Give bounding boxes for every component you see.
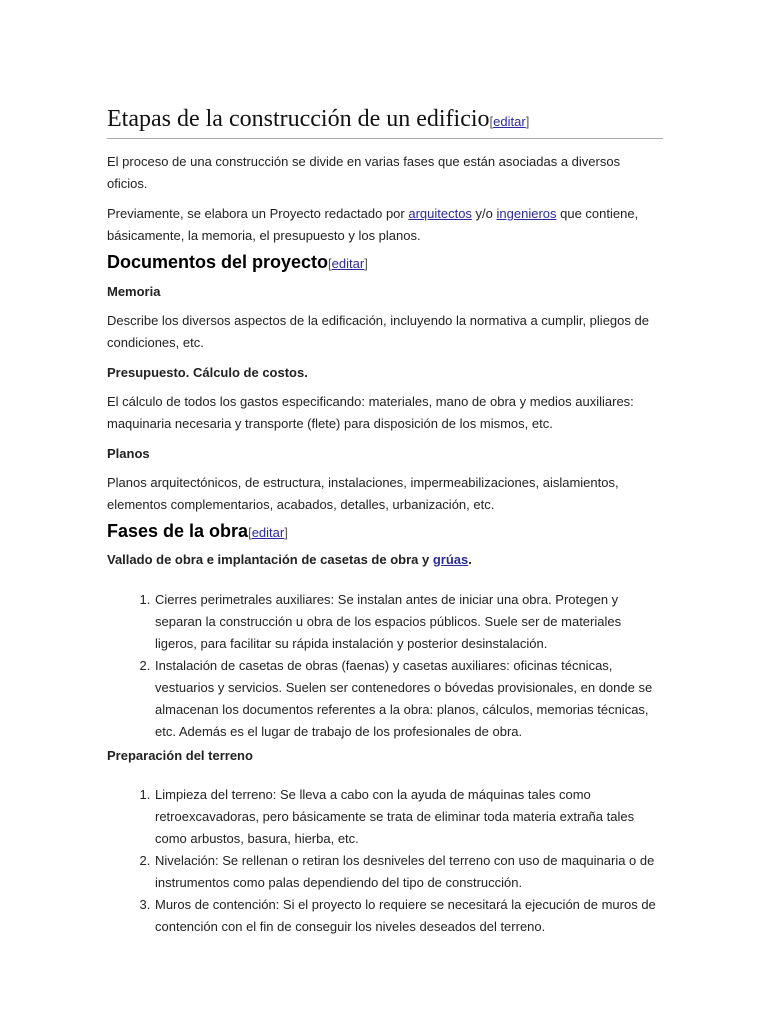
preparacion-list	[107, 784, 663, 938]
list-item: 2. Nivelación: Se rellenan o retiran los desniveles del terreno con uso de maquinaria o de instrumentos como palas dependiendo del tipo de construcción.	[154, 850, 663, 894]
subheading-presupuesto: Presupuesto. Cálculo de costos.	[107, 365, 308, 380]
vallado-title-after: .	[468, 552, 472, 567]
link-arquitectos[interactable]: arquitectos	[408, 206, 472, 221]
edit-link[interactable]: editar	[493, 114, 526, 129]
intro-paragraph-2	[107, 203, 663, 247]
planos-text: Planos arquitectónicos, de estructura, instalaciones, impermeabilizaciones, aislamientos, elementos complementarios, acabados, detalles, urbanización, etc.	[107, 475, 619, 512]
list-item: 2. Instalación de casetas de obras (faenas) y casetas auxiliares: oficinas técnicas, vestuarios y servicios. Suelen ser contenedores o bóvedas provisionales, en donde se almacenan los documentos referentes a la obra: planos, cálculos, memorias técnicas, etc. Además es el lugar de trabajo de los profesionales de obra.	[154, 655, 663, 743]
edit-section-documentos: [editar]	[328, 256, 368, 271]
edit-link[interactable]: editar	[251, 525, 285, 540]
vallado-title-before: Vallado de obra e implantación de casetas de obra y	[107, 552, 433, 567]
article-content	[107, 104, 663, 938]
subheading-preparacion: Preparación del terreno	[107, 748, 253, 763]
memoria-text: Describe los diversos aspectos de la edificación, incluyendo la normativa a cumplir, pliegos de condiciones, etc.	[107, 313, 649, 350]
page-title	[107, 104, 663, 139]
edit-section-title: [editar]	[489, 114, 530, 129]
subheading-vallado	[107, 549, 663, 571]
page-title-text: Etapas de la construcción de un edificio	[107, 106, 490, 132]
heading-documentos	[107, 250, 663, 276]
list-item: 3. Muros de contención: Si el proyecto lo requiere se necesitará la ejecución de muros de contención con el fin de conseguir los niveles deseados del terreno.	[154, 894, 663, 938]
link-ingenieros[interactable]: ingenieros	[496, 206, 557, 221]
heading-fases-text: Fases de la obra	[107, 521, 249, 541]
intro-p2-after: que contiene, básicamente, la memoria, el presupuesto y los planos.	[107, 206, 639, 243]
vallado-list	[107, 589, 663, 743]
list-item: 1. Cierres perimetrales auxiliares: Se instalan antes de iniciar una obra. Protegen y separan la construcción u obra de los espacios públicos. Suele ser de materiales ligeros, para facilitar su rápida instalación y posterior desinstalación.	[154, 589, 663, 655]
subheading-planos: Planos	[107, 446, 150, 461]
link-gruas[interactable]: grúas	[432, 552, 469, 567]
intro-paragraph-1: El proceso de una construcción se divide en varias fases que están asociadas a diversos oficios.	[107, 154, 621, 191]
list-item: 1. Limpieza del terreno: Se lleva a cabo con la ayuda de máquinas tales como retroexcavadoras, pero básicamente se trata de eliminar toda materia extraña tales como arbustos, basura, hierba, etc.	[154, 784, 663, 850]
edit-link[interactable]: editar	[331, 256, 365, 271]
intro-p2-middle: y/o	[471, 206, 497, 221]
subheading-memoria: Memoria	[107, 284, 161, 299]
edit-section-fases: [editar]	[248, 525, 288, 540]
heading-fases	[107, 519, 663, 545]
heading-documentos-text: Documentos del proyecto	[107, 252, 329, 272]
intro-p2-before: Previamente, se elabora un Proyecto redactado por	[107, 206, 409, 221]
presupuesto-text: El cálculo de todos los gastos especificando: materiales, mano de obra y medios auxiliares: maquinaria necesaria y transporte (flete) para disposición de los mismos, etc.	[107, 394, 634, 431]
